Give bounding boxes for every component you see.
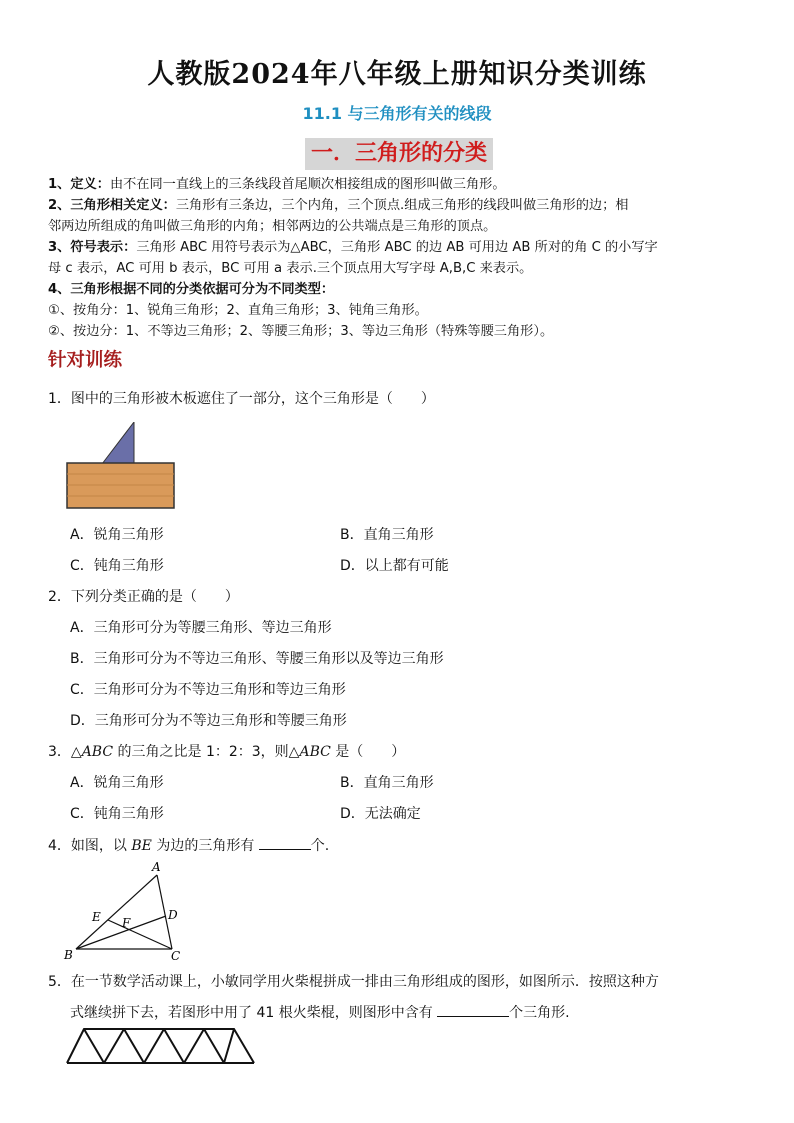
question-4-stem — [48, 835, 329, 855]
section-heading: 一．三角形的分类 — [305, 138, 493, 170]
page-title: 人教版2024年八年级上册知识分类训练 — [147, 59, 647, 90]
q4-stem-pre: 4．如图，以 — [48, 838, 132, 854]
question-1-option-d[interactable]: D．以上都有可能 — [340, 558, 449, 574]
classification-by-angle: ①、按角分：1、锐角三角形；2、直角三角形；3、钝角三角形。 — [48, 303, 428, 318]
label-f: F — [122, 916, 131, 930]
question-1-option-a[interactable]: A．锐角三角形 — [70, 527, 164, 543]
practice-heading: 针对训练 — [48, 350, 123, 371]
q3-var-abc-2: ABC — [299, 744, 331, 760]
label-b: B — [64, 948, 73, 962]
question-3-option-c[interactable]: C．钝角三角形 — [70, 806, 164, 822]
question-3-stem — [48, 741, 405, 761]
definition-3-text: 三角形 ABC 用符号表示为△ABC，三角形 ABC 的边 AB 可用边 AB 所对的角 C 的小写字 — [136, 240, 658, 255]
q4-var-be: BE — [131, 838, 152, 854]
q5-line2-pre: 式继续拼下去，若图形中用了 41 根火柴棍，则图形中含有 — [70, 1005, 438, 1021]
definition-3-cont: 母 c 表示，AC 可用 b 表示，BC 可用 a 表示.三个顶点用大写字母 A,B,C 来表示。 — [48, 261, 533, 276]
page-subtitle: 11.1 与三角形有关的线段 — [302, 104, 492, 123]
label-d: D — [168, 908, 178, 922]
q4-stem-mid: 为边的三角形有 — [151, 838, 259, 854]
q4-stem-post: 个. — [310, 838, 330, 854]
matchstick-triangles-figure — [64, 1026, 258, 1066]
definition-2-cont: 邻两边所组成的角叫做三角形的内角；相邻两边的公共端点是三角形的顶点。 — [48, 219, 497, 234]
definition-1 — [48, 174, 753, 195]
definition-3 — [48, 237, 753, 258]
hidden-triangle-shape — [102, 422, 134, 464]
definition-1-text: 由不在同一直线上的三条线段首尾顺次相接组成的图形叫做三角形。 — [109, 177, 506, 192]
question-5-line-1: 5．在一节数学活动课上，小敏同学用火柴棍拼成一排由三角形组成的图形，如图所示．按照这种方 — [48, 974, 659, 990]
label-a: A — [152, 860, 161, 874]
question-2-stem: 2．下列分类正确的是（ ） — [48, 589, 239, 605]
q3-var-abc: ABC — [81, 744, 114, 760]
question-5-line-2 — [70, 1002, 570, 1022]
question-2-option-d[interactable]: D．三角形可分为不等边三角形和等腰三角形 — [70, 713, 347, 729]
definition-2 — [48, 195, 753, 216]
question-3-option-a[interactable]: A．锐角三角形 — [70, 775, 164, 791]
question-1-option-b[interactable]: B．直角三角形 — [340, 527, 434, 543]
definition-2-text: 三角形有三条边，三个内角，三个顶点.组成三角形的线段叫做三角形的边；相 — [175, 198, 629, 213]
q4-answer-blank[interactable] — [259, 837, 311, 850]
triangle-abc-figure — [60, 858, 190, 964]
q3-stem-mid: 的三角之比是 1：2：3，则△ — [113, 744, 300, 760]
definition-4 — [48, 279, 753, 300]
q5-line2-post: 个三角形. — [509, 1005, 570, 1021]
question-1-option-c[interactable]: C．钝角三角形 — [70, 558, 164, 574]
question-2-option-a[interactable]: A．三角形可分为等腰三角形、等边三角形 — [70, 620, 332, 636]
question-3-option-b[interactable]: B．直角三角形 — [340, 775, 434, 791]
question-1-stem: 1．图中的三角形被木板遮住了一部分，这个三角形是（ ） — [48, 391, 435, 407]
definition-3-label: 3、符号表示： — [48, 240, 137, 255]
definition-2-label: 2、三角形相关定义： — [48, 198, 176, 213]
label-e: E — [92, 910, 101, 924]
q3-stem-post: 是（ ） — [330, 744, 406, 760]
wood-board-figure — [66, 422, 176, 510]
question-2-option-b[interactable]: B．三角形可分为不等边三角形、等腰三角形以及等边三角形 — [70, 651, 444, 667]
q5-answer-blank[interactable] — [437, 1004, 509, 1017]
question-2-option-c[interactable]: C．三角形可分为不等边三角形和等边三角形 — [70, 682, 346, 698]
definition-4-label: 4、三角形根据不同的分类依据可分为不同类型： — [48, 282, 335, 297]
question-3-option-d[interactable]: D．无法确定 — [340, 806, 421, 822]
label-c: C — [171, 949, 181, 963]
q3-stem-pre: 3．△ — [48, 744, 82, 760]
classification-by-side: ②、按边分：1、不等边三角形；2、等腰三角形；3、等边三角形（特殊等腰三角形）。 — [48, 324, 554, 339]
definition-1-label: 1、定义： — [48, 177, 110, 192]
